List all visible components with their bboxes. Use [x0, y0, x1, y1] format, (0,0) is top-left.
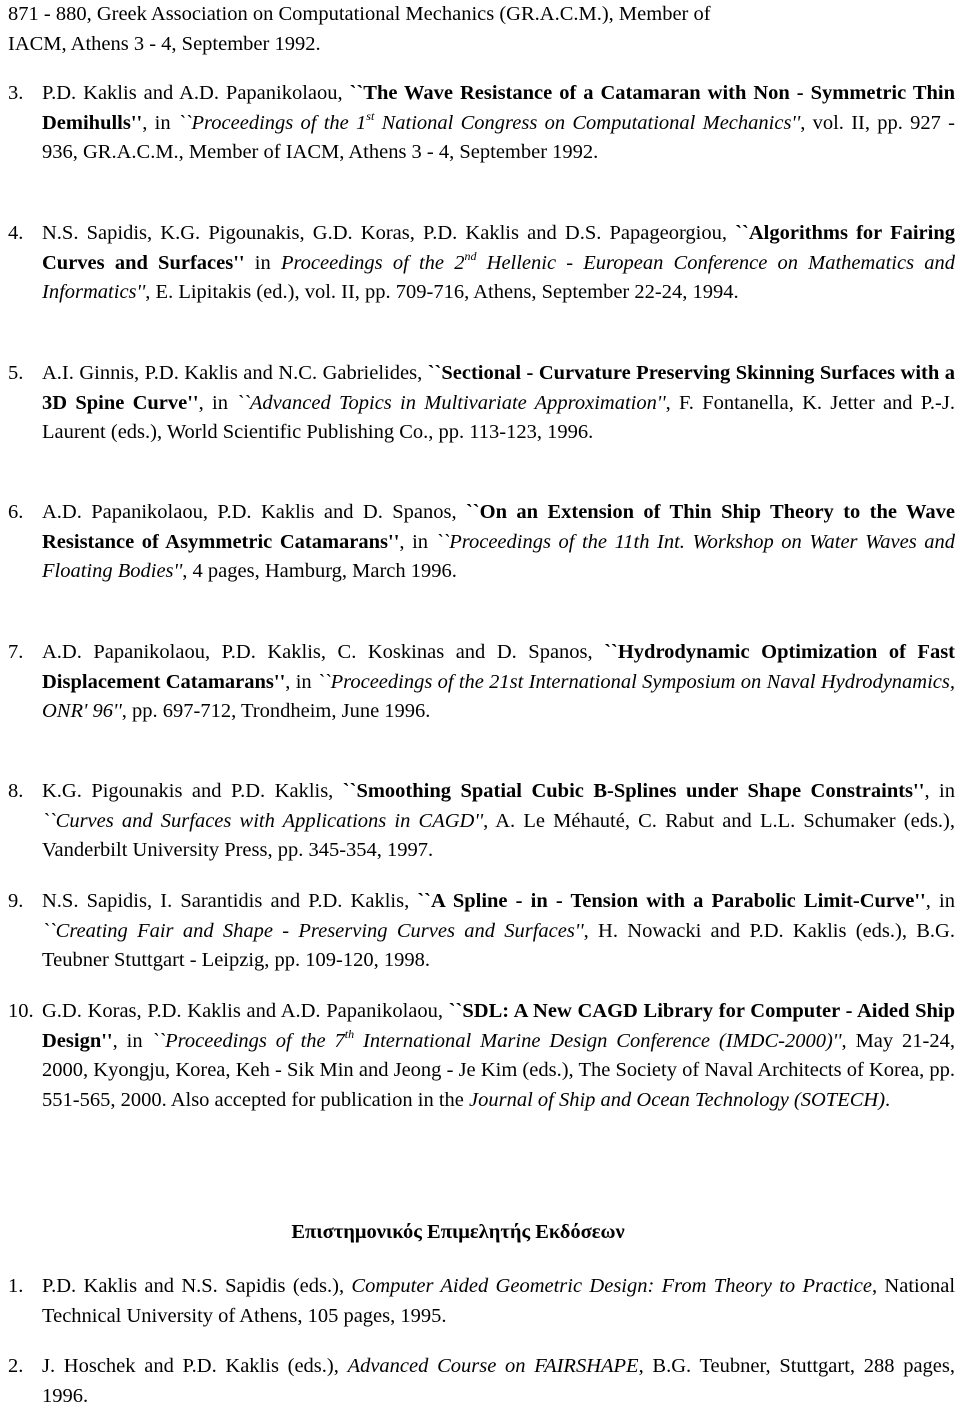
reference-venue-part: ``Proceedings of the 1: [177, 111, 367, 134]
reference-connector: in: [244, 251, 281, 274]
reference-venue: ``Creating Fair and Shape - Preserving Curves and Surfaces'': [42, 919, 584, 942]
editor-item: [0, 1352, 960, 1411]
reference-venue-part: ``Proceedings of the 7: [151, 1029, 345, 1052]
reference-venue: ``Curves and Surfaces with Applications in CAGD'': [42, 809, 484, 832]
reference-details: , H. Nowacki and P.D. Kaklis (eds.), B.G. Teubner Stuttgart - Leipzig, pp. 109-120, 1998.: [42, 919, 955, 972]
reference-number: 8.: [8, 780, 24, 802]
reference-connector: , in: [142, 111, 178, 134]
reference-details: , 4 pages, Hamburg, March 1996.: [182, 560, 457, 583]
editor-item-text: [42, 1352, 955, 1411]
reference-venue-superscript: nd: [464, 248, 477, 263]
reference-connector: , in: [112, 1029, 152, 1052]
editor-item-text: [42, 1272, 955, 1331]
reference-authors: A.D. Papanikolaou, P.D. Kaklis, C. Koskinas and D. Spanos,: [42, 641, 605, 663]
reference-number: 7.: [8, 641, 24, 663]
reference-title: ``The Wave Resistance of a Catamaran with Non - Symmetric Thin Demihulls'': [42, 82, 955, 134]
editor-item-title: Advanced Course on FAIRSHAPE: [347, 1355, 639, 1377]
reference-venue-part: International Marine Design Conference (IMDC-2000)'': [354, 1029, 842, 1052]
reference-item: [0, 997, 960, 1115]
reference-authors: N.S. Sapidis, I. Sarantidis and P.D. Kaklis,: [42, 890, 418, 912]
reference-connector: , in: [925, 890, 955, 912]
editor-item-details: , B.G. Teubner, Stuttgart, 288 pages, 1996.: [42, 1355, 956, 1407]
editor-item: [0, 1272, 960, 1331]
reference-connector: , in: [924, 780, 955, 802]
reference-end: .: [885, 1088, 891, 1111]
reference-item: [0, 359, 960, 448]
section-heading: Επιστημονικός Επιμελητής Εκδόσεων: [291, 1221, 625, 1243]
editor-item-number: 2.: [8, 1355, 24, 1377]
reference-venue: ``Advanced Topics in Multivariate Approximation'': [236, 391, 666, 414]
reference-title: ``On an Extension of Thin Ship Theory to the Wave Resistance of Asymmetric Catamarans'': [42, 501, 956, 553]
reference-venue: ``Proceedings of the 11th Int. Workshop on Water Waves and Floating Bodies'': [42, 530, 956, 583]
reference-number: 3.: [8, 82, 24, 104]
reference-details: , May 21-24, 2000, Kyongju, Korea, Keh - Sik Min and Jeong - Je Kim (eds.), The Society of Naval Architects of Korea, pp. 551-565, 2000. Also accepted for publication in the: [42, 1029, 955, 1111]
reference-connector: , in: [198, 391, 237, 414]
reference-number: 5.: [8, 362, 24, 384]
reference-venue-part: Proceedings of the 2: [280, 251, 465, 274]
reference-number: 6.: [8, 501, 24, 523]
reference-journal: Journal of Ship and Ocean Technology (SOTECH): [469, 1088, 886, 1111]
reference-details: , pp. 697-712, Trondheim, June 1996.: [121, 700, 431, 723]
reference-number: 4.: [8, 222, 24, 244]
reference-venue-superscript: st: [366, 108, 375, 123]
reference-details: , E. Lipitakis (ed.), vol. II, pp. 709-716, Athens, September 22-24, 1994.: [145, 281, 739, 304]
reference-venue: [151, 1026, 842, 1052]
editor-item-details: , National Technical University of Athens, 105 pages, 1995.: [42, 1275, 956, 1327]
reference-authors: A.D. Papanikolaou, P.D. Kaklis and D. Spanos,: [42, 501, 466, 523]
reference-number: 9.: [8, 890, 24, 912]
reference-details: , A. Le Méhauté, C. Rabut and L.L. Schumaker (eds.), Vanderbilt University Press, pp. 345-354, 1997.: [42, 809, 955, 862]
reference-authors: P.D. Kaklis and A.D. Papanikolaou,: [42, 82, 350, 104]
reference-venue-part: National Congress on Computational Mechanics'': [374, 111, 801, 134]
continuation-line-1: 871 - 880, Greek Association on Computational Mechanics (GR.A.C.M.), Member of: [8, 3, 711, 25]
reference-authors: G.D. Koras, P.D. Kaklis and A.D. Papanikolaou,: [42, 1000, 449, 1022]
reference-connector: , in: [399, 530, 436, 553]
editor-item-authors: P.D. Kaklis and N.S. Sapidis (eds.),: [42, 1275, 352, 1297]
reference-text: [42, 777, 955, 866]
reference-title: ``Smoothing Spatial Cubic B-Splines under Shape Constraints'': [342, 780, 925, 802]
reference-venue-part: Hellenic - European Conference on Mathematics and Informatics'': [42, 251, 955, 304]
reference-item: [0, 219, 960, 308]
reference-venue-superscript: th: [344, 1026, 355, 1041]
reference-authors: N.S. Sapidis, K.G. Pigounakis, G.D. Koras, P.D. Kaklis and D.S. Papageorgiou,: [42, 222, 736, 244]
reference-connector: , in: [285, 670, 317, 693]
reference-item: [0, 887, 960, 976]
reference-details: , vol. II, pp. 927 - 936, GR.A.C.M., Member of IACM, Athens 3 - 4, September 1992.: [42, 111, 955, 164]
reference-authors: A.I. Ginnis, P.D. Kaklis and N.C. Gabrielides,: [42, 362, 428, 384]
reference-text: [42, 997, 955, 1115]
reference-text: [42, 359, 955, 448]
editor-item-authors: J. Hoschek and P.D. Kaklis (eds.),: [42, 1355, 348, 1377]
editor-item-number: 1.: [8, 1275, 24, 1297]
reference-title: ``Sectional - Curvature Preserving Skinning Surfaces with a 3D Spine Curve'': [42, 362, 955, 414]
reference-title: ``SDL: A New CAGD Library for Computer - Aided Ship Design'': [42, 1000, 955, 1052]
reference-details: , F. Fontanella, K. Jetter and P.-J. Laurent (eds.), World Scientific Publishing Co., pp. 113-123, 1996.: [42, 391, 955, 444]
reference-text: [42, 219, 955, 308]
continuation-line-2: IACM, Athens 3 - 4, September 1992.: [8, 32, 321, 55]
reference-text: [42, 498, 955, 587]
reference-title: ``Algorithms for Fairing Curves and Surfaces'': [42, 222, 955, 274]
reference-text: [42, 887, 955, 976]
reference-venue: [177, 108, 801, 134]
reference-text: [42, 638, 955, 727]
reference-title: ``Hydrodynamic Optimization of Fast Displacement Catamarans'': [42, 641, 956, 693]
reference-item: [0, 79, 960, 168]
reference-text: [42, 79, 955, 168]
reference-number: 10.: [8, 1000, 34, 1022]
reference-item: [0, 777, 960, 866]
reference-item: [0, 498, 960, 587]
reference-authors: K.G. Pigounakis and P.D. Kaklis,: [42, 780, 343, 802]
reference-venue: ``Proceedings of the 21st International Symposium on Naval Hydrodynamics, ONR' 96'': [42, 670, 955, 723]
reference-item: [0, 638, 960, 727]
editor-item-title: Computer Aided Geometric Design: From Theory to Practice: [351, 1275, 872, 1297]
reference-title: ``A Spline - in - Tension with a Parabolic Limit-Curve'': [417, 890, 926, 912]
